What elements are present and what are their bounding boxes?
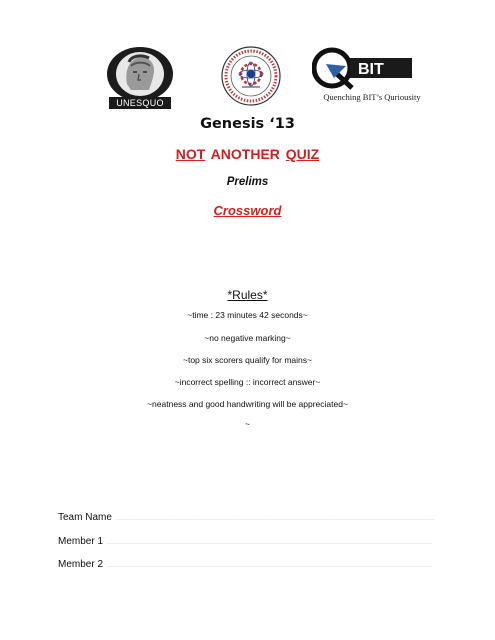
rule-item: ~top six scorers qualify for mains~	[183, 355, 312, 365]
rule-item: ~no negative marking~	[204, 333, 291, 343]
rule-item: ~neatness and good handwriting will be appreciated~	[147, 399, 348, 409]
rule-item: ~incorrect spelling :: incorrect answer~	[174, 377, 321, 387]
subtitle-word-3: QUIZ	[285, 146, 320, 162]
team-name-field[interactable]	[58, 512, 435, 523]
team-name-dots: …………………………………………………………………………………………………………………………………………………………………………………………………………………………………………………………………………………	[115, 517, 435, 521]
qbit-wordmark: BIT	[358, 61, 384, 78]
member-1-label: Member 1	[58, 536, 104, 547]
member-1-dots: ……………………………………………………………………………………………………………………………………………………………………………………………………………………………………………………………………………………………….	[107, 541, 432, 545]
member-2-field[interactable]	[58, 559, 432, 570]
rules-heading: *Rules*	[227, 288, 268, 302]
team-name-label: Team Name	[58, 512, 112, 523]
rule-item: ~time : 23 minutes 42 seconds~	[187, 310, 308, 320]
subtitle-word-1: NOT	[175, 146, 206, 162]
stage-label: Prelims	[226, 176, 269, 188]
quiz-subtitle	[0, 146, 495, 162]
subtitle-word-2: ANOTHER	[210, 146, 280, 162]
member-2-label: Member 2	[58, 559, 104, 570]
member-1-field[interactable]	[58, 536, 432, 547]
institute-seal-icon	[220, 44, 282, 108]
qbit-tagline: Quenching BIT’s Quriousity	[323, 92, 421, 102]
unesquo-label: UNESQUO	[109, 97, 171, 109]
page-title: Genesis ‘13	[200, 116, 295, 132]
member-2-dots: ……………………………………………………………………………………………………………………………………………………………………………………………………………………………………………………………………………………………….	[107, 564, 432, 568]
round-label: Crossword	[213, 203, 282, 218]
rule-item: ~	[245, 419, 250, 429]
